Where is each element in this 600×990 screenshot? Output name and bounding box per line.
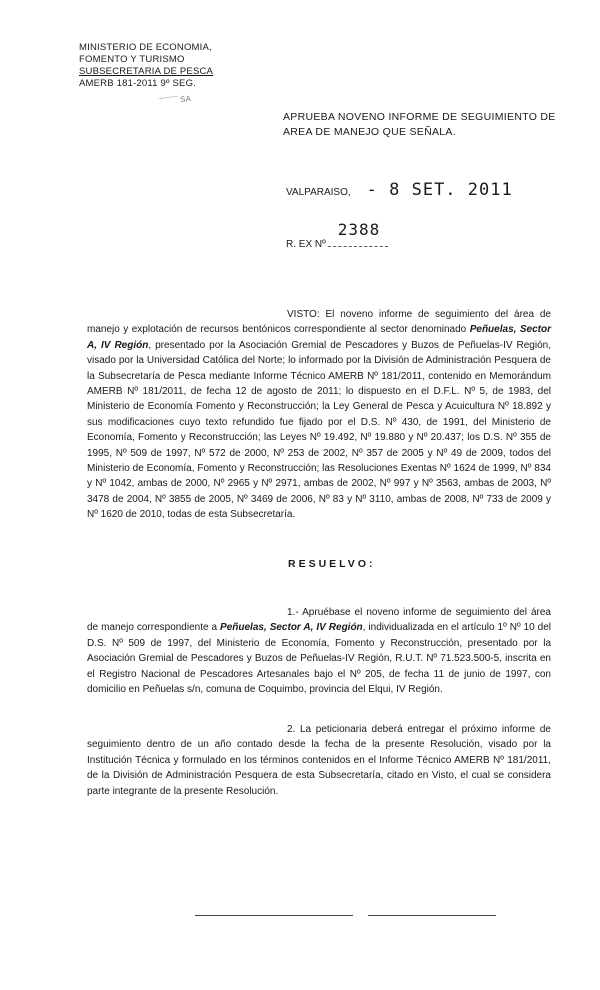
date-line	[286, 180, 513, 200]
resolution-point-1	[87, 605, 551, 697]
date-place: VALPARAISO,	[286, 187, 351, 198]
header-line-amerb: AMERB 181-2011 9º SEG.	[79, 78, 196, 89]
resolution-number-field	[328, 220, 388, 247]
resolution-number-line	[286, 220, 388, 250]
resolution-label: R. EX Nº	[286, 239, 326, 250]
visto-lead: VISTO: El noveno informe de seguimiento del área de manejo y explotación de recursos bentónicos correspondiente al sector denominado	[87, 309, 551, 336]
point1-rest: , individualizada en el artículo 1º Nº 10 del D.S. Nº 509 de 1997, del Ministerio de Economía, Fomento y Reconstrucción, presentado por la Asociación Gremial de Pescadores y Buzos de Peñuelas-IV Región, R.U.T. Nº 71.523.500-5, inscrita en el Registro Nacional de Pescadores Artesanales bajo el Nº 205, de fecha 11 de junio de 1997, con domicilio en Peñuelas s/n, comuna de Coquimbo, provincia del Elqui, IV Región.	[87, 622, 551, 696]
point1-lead: 1.- Apruébase el noveno informe de seguimiento del área de manejo correspondiente a	[87, 607, 551, 634]
visto-paragraph	[87, 307, 551, 523]
visto-place: Peñuelas, Sector A, IV Región	[87, 324, 552, 351]
date-stamp: - 8 SET. 2011	[366, 180, 513, 200]
signature-line-right	[368, 915, 496, 916]
signature-line-left	[195, 915, 353, 916]
resolution-number: 2388	[337, 220, 381, 239]
resolution-point-2: 2. La peticionaria deberá entregar el próximo informe de seguimiento dentro de un año contado desde la fecha de la presente Resolución, visado por la Institución Técnica y formulado en los términos contenidos en el Informe Técnico AMERB Nº 181/2011, de la División de Administración Pesquera de esta Subsecretaría, citado en Visto, el cual se considera parte integrante de la presente Resolución.	[87, 724, 551, 797]
header-line-ministry: MINISTERIO DE ECONOMIA,	[79, 42, 212, 53]
visto-rest: , presentado por la Asociación Gremial de Pescadores y Buzos de Peñuelas-IV Región, visado por la Universidad Católica del Norte; lo informado por la División de Administración Pesquera de la Subsecretaría de Pesca mediante Informe Técnico AMERB Nº 181/2011, contenido en Memorándum AMERB Nº 181/2011, de fecha 12 de agosto de 2011; lo dispuesto en el D.F.L. Nº 5, de 1983, del Ministerio de Economía Fomento y Reconstrucción; la Ley General de Pesca y Acuicultura Nº 18.892 y sus modificaciones cuyo texto refundido fue fijado por el D.S. Nº 430, de 1991, del Ministerio de Economía, Fomento y Reconstrucción; las Leyes Nº 19.492, Nº 19.880 y Nº 20.437; los D.S. Nº 355 de 1995, Nº 509 de 1997, Nº 572 de 2000, Nº 253 de 2002, Nº 357 de 2005 y Nº 49 de 2009, todos del Ministerio de Economía, Fomento y Reconstrucción; las Resoluciones Exentas Nº 1624 de 1999, Nº 834 y Nº 1042, ambas de 2000, Nº 2965 y Nº 2971, ambas de 2002, Nº 997 y Nº 3563, ambas de 2003, Nº 3478 de 2004, Nº 3855 de 2005, Nº 3469 de 2006, Nº 83 y Nº 3110, ambas de 2008, Nº 733 de 2009 y Nº 1620 de 2010, todas de esta Subsecretaría.	[87, 339, 551, 521]
stamp-mark	[160, 94, 192, 107]
ministry-header	[79, 42, 213, 90]
subject: APRUEBA NOVENO INFORME DE SEGUIMIENTO DE AREA DE MANEJO QUE SEÑALA.	[283, 111, 556, 138]
header-line-fomento: FOMENTO Y TURISMO	[79, 54, 185, 65]
stamp-text: SA	[179, 93, 192, 105]
header-line-subsecretaria: SUBSECRETARIA DE PESCA	[79, 66, 214, 77]
resuelvo-heading: RESUELVO:	[288, 558, 376, 570]
point1-place: Peñuelas, Sector A, IV Región	[220, 622, 363, 634]
